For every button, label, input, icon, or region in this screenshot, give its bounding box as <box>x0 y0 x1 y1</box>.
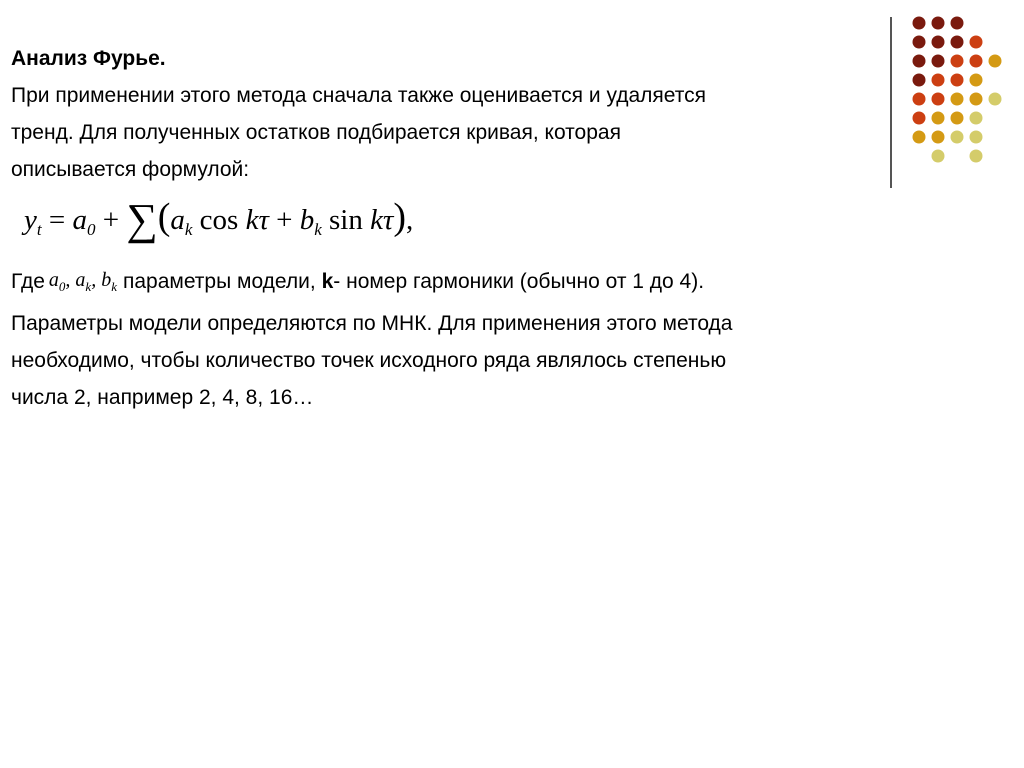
decorative-dot <box>989 93 1002 106</box>
params-inline <box>48 269 117 294</box>
formula-sin: sin <box>321 204 371 236</box>
decorative-dot <box>951 17 964 30</box>
slide-text-2 <box>11 262 891 416</box>
paragraph-1-line-3: описывается формулой: <box>11 158 250 181</box>
decorative-dot <box>951 55 964 68</box>
decorative-dot <box>932 17 945 30</box>
decorative-dot <box>951 36 964 49</box>
decorative-dot <box>951 74 964 87</box>
decorative-dot <box>951 131 964 144</box>
param-sep-1: , <box>65 269 76 291</box>
paragraph-2-line-1: Параметры модели определяются по МНК. Для применения этого метода <box>11 312 733 335</box>
paragraph-1-line-1: При применении этого метода сначала также оценивается и удаляется <box>11 84 707 107</box>
formula-ktau-1: kτ <box>245 204 269 236</box>
param-ak-sub: k <box>85 279 92 294</box>
param-sep-2: , <box>91 269 102 291</box>
decorative-dot <box>932 55 945 68</box>
decorative-dot <box>951 93 964 106</box>
decorative-dot <box>970 74 983 87</box>
formula-bk: b <box>299 204 315 236</box>
decorative-dot <box>970 150 983 163</box>
param-ak: a <box>75 269 86 291</box>
decorative-dot <box>913 74 926 87</box>
paragraph-2-line-2: необходимо, чтобы количество точек исходного ряда являлось степенью <box>11 349 727 372</box>
param-a0: a <box>48 269 59 291</box>
decorative-dot <box>970 36 983 49</box>
decorative-dot <box>932 36 945 49</box>
fourier-formula <box>24 192 413 255</box>
decorative-dot <box>913 55 926 68</box>
sum-symbol: ∑ <box>126 195 158 244</box>
decorative-dot <box>932 131 945 144</box>
slide-text <box>11 40 891 188</box>
where-line <box>11 262 891 305</box>
formula-a0: a <box>72 204 87 236</box>
decorative-dot <box>913 93 926 106</box>
where-word: Где <box>11 270 45 293</box>
formula-eq: = <box>41 204 73 236</box>
decorative-dot <box>932 150 945 163</box>
formula-y-sub: t <box>36 220 42 239</box>
decorative-dot <box>951 112 964 125</box>
paragraph-1-line-2: тренд. Для полученных остатков подбирается кривая, которая <box>11 121 621 144</box>
slide-title: Анализ Фурье. <box>11 47 166 70</box>
formula-a0-sub: 0 <box>86 220 96 239</box>
decorative-dot <box>970 93 983 106</box>
where-rest-a: параметры модели, <box>122 270 322 293</box>
formula-ak-sub: k <box>184 220 193 239</box>
decorative-dot <box>913 131 926 144</box>
decorative-dot <box>989 55 1002 68</box>
formula-open-paren: ( <box>157 196 171 238</box>
decorative-dot <box>913 112 926 125</box>
decorative-dot <box>970 55 983 68</box>
decorative-dot <box>932 93 945 106</box>
decorative-dot <box>913 17 926 30</box>
formula-comma: , <box>406 204 414 236</box>
k-bold: k <box>321 270 334 293</box>
formula-plus: + <box>95 204 127 236</box>
formula-ak: a <box>170 204 185 236</box>
paragraph-2-line-3: числа 2, например 2, 4, 8, 16… <box>11 386 314 409</box>
decorative-dot <box>970 131 983 144</box>
formula-ktau-2: kτ <box>370 204 394 236</box>
where-rest-b: - номер гармоники (обычно от 1 до 4). <box>333 270 705 293</box>
param-bk: b <box>101 269 112 291</box>
formula-plus-2: + <box>268 204 300 236</box>
formula-y: y <box>24 204 37 236</box>
decorative-dot <box>913 36 926 49</box>
decorative-dot <box>932 74 945 87</box>
decorative-dot <box>970 112 983 125</box>
formula-cos: cos <box>192 204 246 236</box>
decorative-dot <box>932 112 945 125</box>
param-bk-sub: k <box>111 279 117 294</box>
param-a0-sub: 0 <box>58 279 66 294</box>
vertical-divider <box>890 17 892 188</box>
formula-bk-sub: k <box>314 220 322 239</box>
formula-close-paren: ) <box>393 196 407 238</box>
